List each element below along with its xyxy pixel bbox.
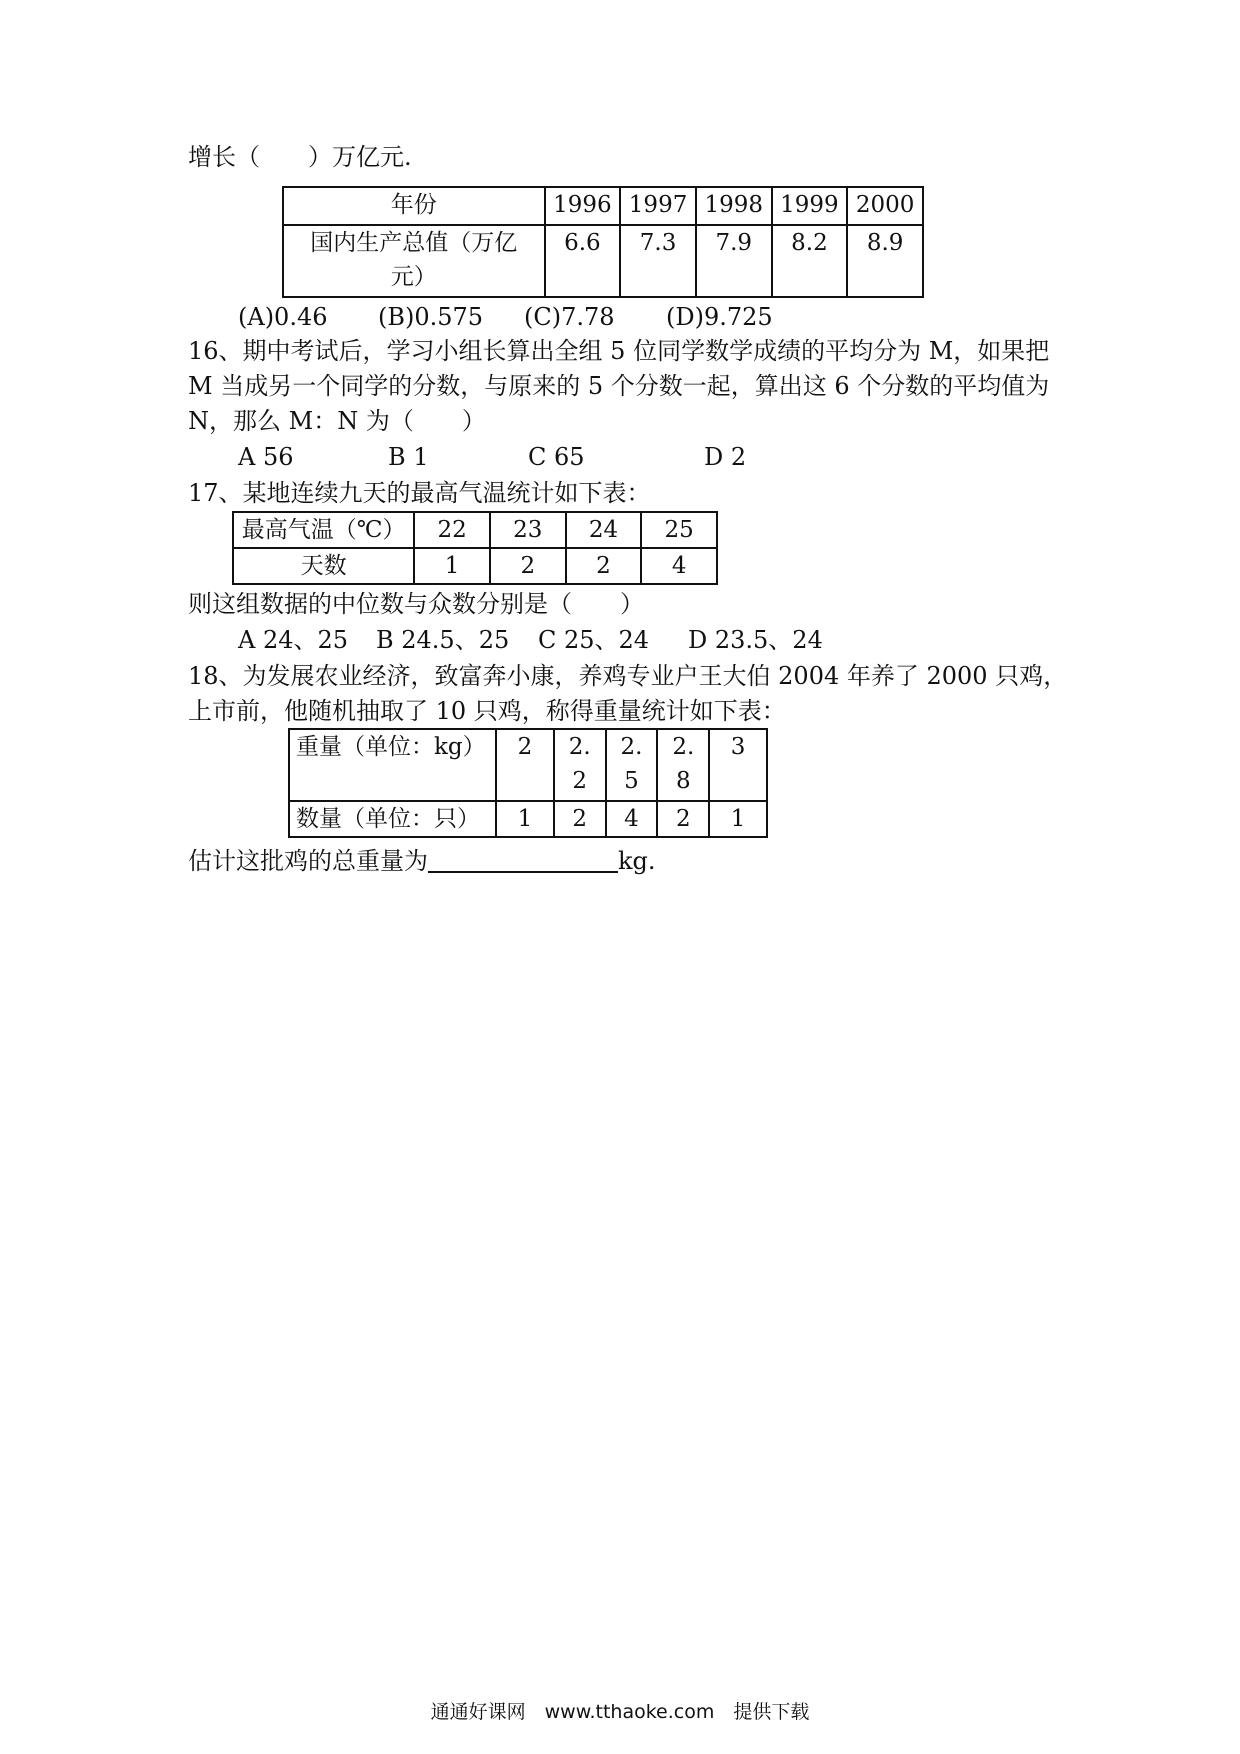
weight-cell-line1: 2.	[568, 734, 591, 760]
q18-answer-prefix: 估计这批鸡的总重量为	[188, 847, 428, 875]
gdp-year-cell: 2000	[847, 187, 923, 225]
q16-line-3: N，那么 M：N 为（ ）	[188, 407, 486, 435]
weight-cell	[496, 729, 554, 801]
q16-option-b: B 1	[388, 443, 429, 471]
count-cell: 1	[496, 801, 554, 837]
days-cell: 2	[566, 548, 642, 584]
q15-options	[238, 300, 773, 334]
answer-blank	[428, 845, 618, 873]
q17-option-c: C 25、24	[538, 626, 650, 654]
weight-cell-line2: 8	[675, 768, 691, 794]
q16-line-1: 16、期中考试后，学习小组长算出全组 5 位同学数学成绩的平均分为 M，如果把	[188, 337, 1050, 365]
days-cell: 2	[490, 548, 566, 584]
count-cell: 1	[709, 801, 767, 837]
gdp-row-label-line2: 元）	[390, 264, 437, 290]
gdp-value-cell: 8.2	[772, 225, 848, 297]
gdp-table	[282, 186, 924, 298]
weight-cell-line1: 2	[517, 734, 533, 760]
weight-cell	[709, 729, 767, 801]
q15-option-a: (A)0.46	[238, 303, 328, 331]
temp-row-label: 最高气温（℃）	[233, 512, 414, 548]
q17-option-d: D 23.5、24	[688, 626, 823, 654]
weight-cell	[554, 729, 606, 801]
q18-answer-suffix: kg.	[618, 847, 656, 875]
q15-option-b: (B)0.575	[378, 303, 484, 331]
q15-option-c: (C)7.78	[524, 303, 615, 331]
weight-cell	[657, 729, 709, 801]
q18-line-2: 上市前，他随机抽取了 10 只鸡，称得重量统计如下表：	[188, 697, 786, 725]
q18-answer-line	[188, 844, 656, 878]
days-cell: 4	[641, 548, 717, 584]
gdp-value-cell: 6.6	[545, 225, 621, 297]
q16-option-c: C 65	[528, 443, 585, 471]
count-row-label: 数量（单位：只）	[289, 801, 496, 837]
q16-line-2: M 当成另一个同学的分数，与原来的 5 个分数一起，算出这 6 个分数的平均值为	[188, 372, 1050, 400]
days-cell: 1	[414, 548, 490, 584]
q15-option-d: (D)9.725	[666, 303, 773, 331]
q17-line-1: 17、某地连续九天的最高气温统计如下表：	[188, 479, 651, 507]
temp-cell: 24	[566, 512, 642, 548]
gdp-year-cell: 1997	[620, 187, 696, 225]
q16-option-d: D 2	[704, 443, 747, 471]
temperature-table	[232, 511, 718, 585]
weight-cell	[606, 729, 658, 801]
count-cell: 2	[657, 801, 709, 837]
temp-cell: 25	[641, 512, 717, 548]
q16-options	[238, 440, 746, 474]
gdp-value-cell: 7.3	[620, 225, 696, 297]
weight-cell-line1: 2.	[620, 734, 643, 760]
gdp-year-cell: 1996	[545, 187, 621, 225]
count-cell: 4	[606, 801, 658, 837]
weight-row-label: 重量（单位：kg）	[289, 729, 496, 801]
temp-cell: 22	[414, 512, 490, 548]
weight-table	[288, 728, 768, 838]
q17-option-a: A 24、25	[238, 626, 349, 654]
gdp-year-cell: 1998	[696, 187, 772, 225]
gdp-year-cell: 1999	[772, 187, 848, 225]
gdp-row-label	[283, 225, 545, 297]
q17-option-b: B 24.5、25	[376, 626, 510, 654]
q15-intro: 增长（ ）万亿元.	[188, 143, 412, 171]
footer-text: 通通好课网 www.tthaoke.com 提供下载	[430, 1701, 810, 1723]
gdp-header-label: 年份	[283, 187, 545, 225]
gdp-value-cell: 8.9	[847, 225, 923, 297]
q18-line-1: 18、为发展农业经济，致富奔小康，养鸡专业户王大伯 2004 年养了 2000 只鸡，	[188, 662, 1068, 690]
days-row-label: 天数	[233, 548, 414, 584]
q16-option-a: A 56	[238, 443, 294, 471]
q17-options	[238, 623, 823, 657]
gdp-row-label-line1: 国内生产总值（万亿	[310, 230, 518, 256]
weight-cell-line1: 3	[730, 734, 746, 760]
weight-cell-line1: 2.	[672, 734, 695, 760]
count-cell: 2	[554, 801, 606, 837]
gdp-value-cell: 7.9	[696, 225, 772, 297]
q17-line-2: 则这组数据的中位数与众数分别是（ ）	[188, 590, 644, 618]
weight-cell-line2: 5	[624, 768, 639, 794]
weight-cell-line2: 2	[572, 768, 587, 794]
temp-cell: 23	[490, 512, 566, 548]
